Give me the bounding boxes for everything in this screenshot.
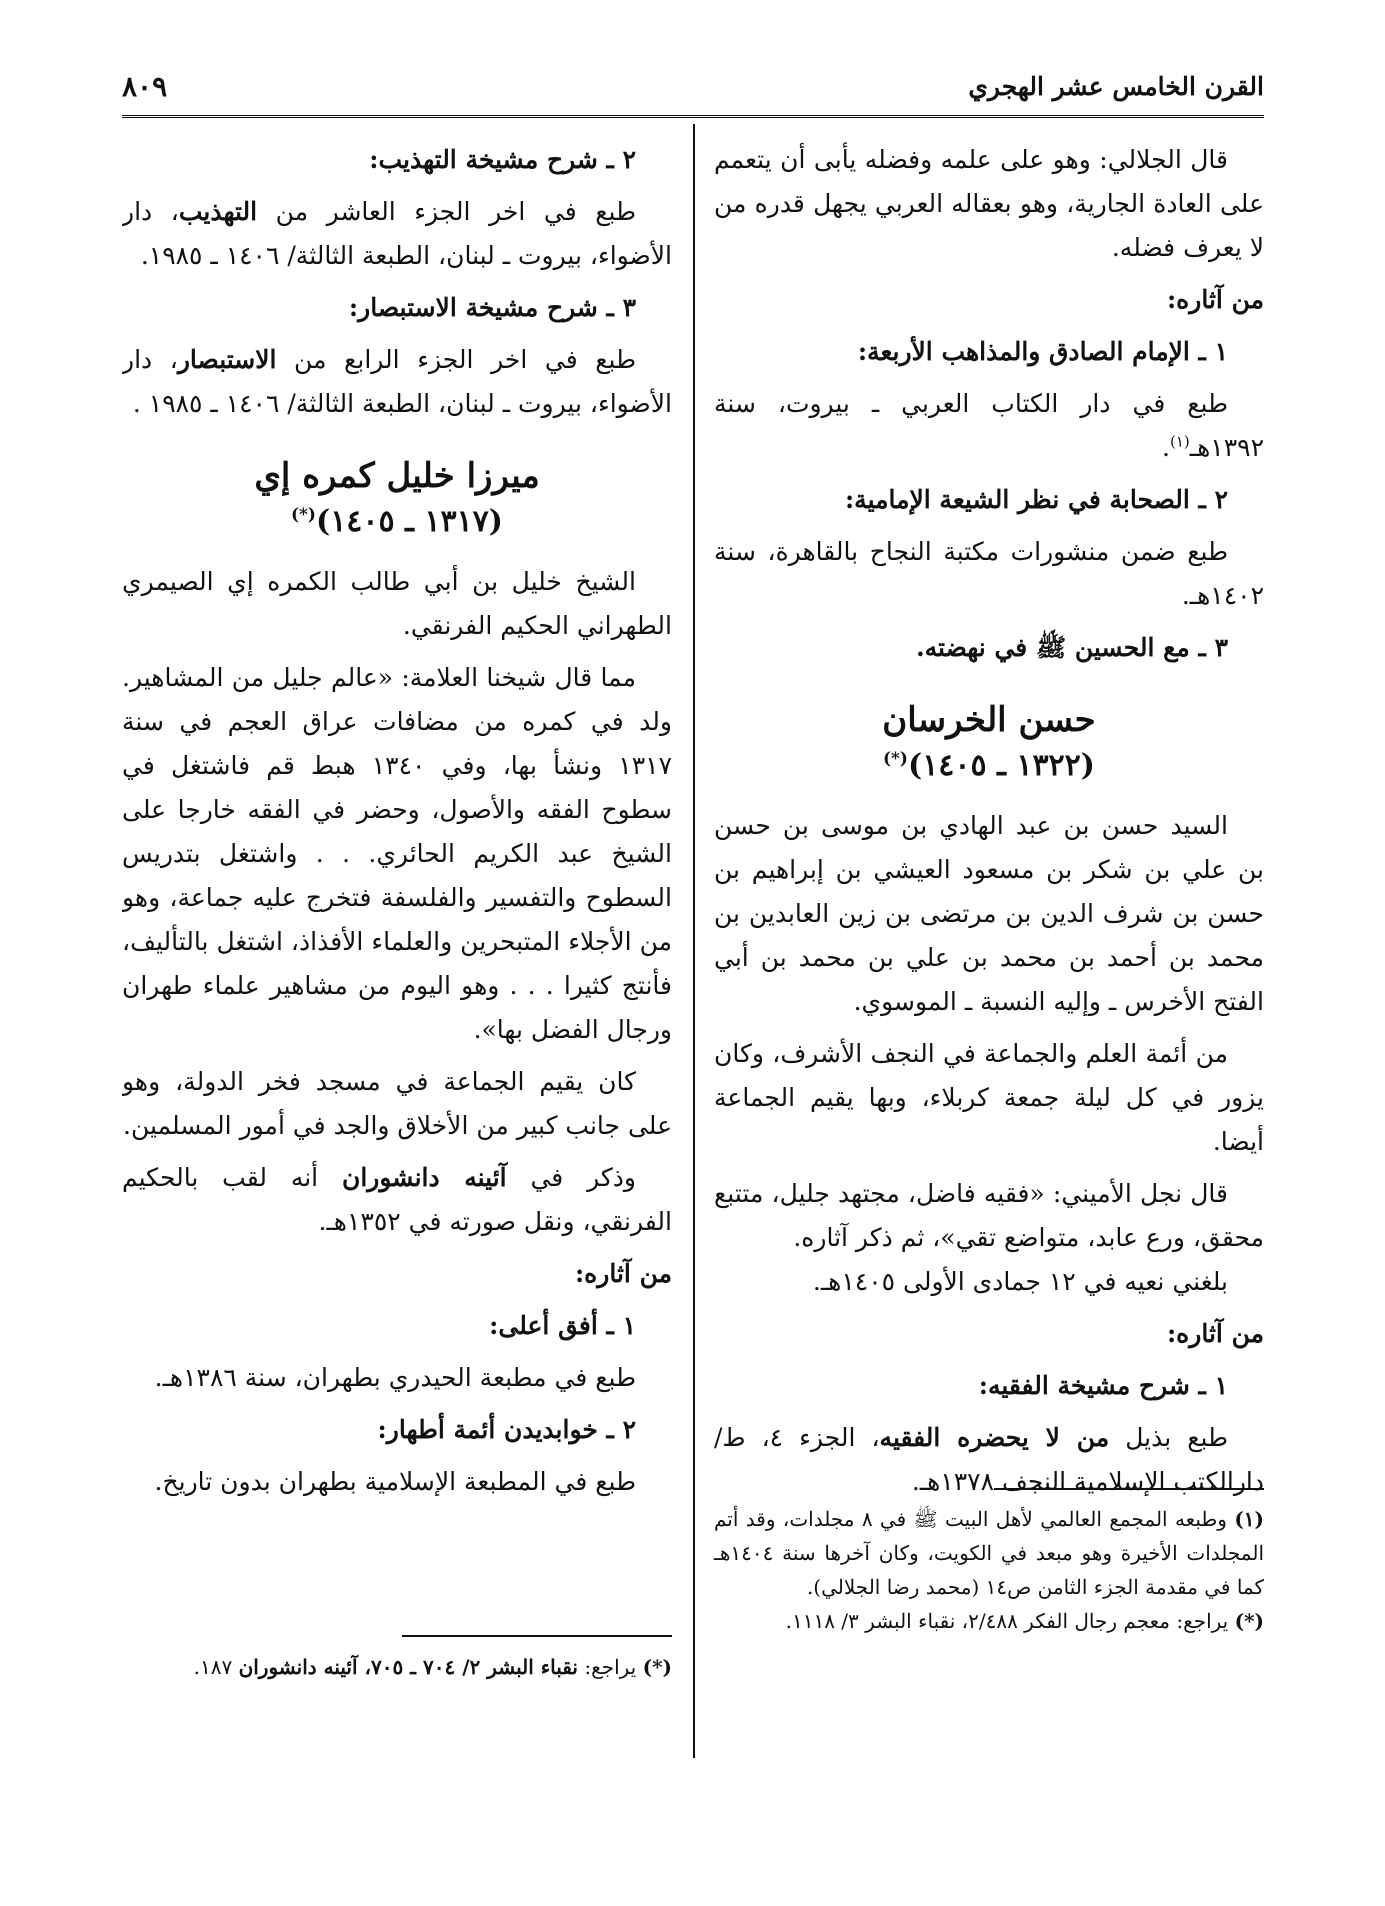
work-description [122, 190, 672, 278]
work-title: ٣ ـ شرح مشيخة الاستبصار: [348, 293, 636, 322]
header-rule [122, 115, 1264, 118]
text-run: ، دار الأضواء، بيروت ـ لبنان، الطبعة الثالثة/ ١٤٠٦ ـ ١٩٨٥ . [122, 345, 672, 418]
work-description: طبع في مطبعة الحيدري بطهران، سنة ١٣٨٦هـ. [154, 1363, 636, 1392]
footnote-text: وطبعه المجمع العالمي لأهل البيت ﷺ في ٨ مجلدات، وقد أتم المجلدات الأخيرة وهو مبعد في الكويت، وكان آخرها سنة ١٤٠٤هـ كما في مقدمة الجزء الثامن ص١٤ (محمد رضا الجلالي). [714, 1507, 1264, 1599]
text-run: ، دار الأضواء، بيروت ـ لبنان، الطبعة الثالثة/ ١٤٠٦ ـ ١٩٨٥. [122, 197, 672, 270]
biography-name: ميرزا خليل كمره إي [254, 456, 540, 496]
paragraph: قال نجل الأميني: «فقيه فاضل، مجتهد جليل، متتبع محقق، ورع عابد، متواضع تقي»، ثم ذكر آثاره. [714, 1179, 1264, 1252]
paragraph: السيد حسن بن عبد الهادي بن موسى بن حسن بن علي بن شكر بن مسعود العيشي بن إبراهيم بن حسن بن شرف الدين بن مرتضى بن زين العابدين بن محمد بن أحمد بن محمد بن علي بن محمد بن أبي الفتح الأخرس ـ وإليه النسبة ـ الموسوي. [714, 811, 1264, 1016]
footnote-rule [402, 1635, 672, 1637]
biography-years [122, 500, 672, 544]
work-description [714, 1416, 1264, 1504]
footnote-mark: (*) [1234, 1609, 1264, 1633]
footnote [122, 1650, 672, 1684]
book-title: التهذيب [178, 197, 258, 226]
footnote-mark: (١) [1234, 1507, 1264, 1531]
years-text: (١٣٢٢ ـ ١٤٠٥) [907, 748, 1095, 783]
footnote [714, 1502, 1264, 1604]
work-description: طبع في المطبعة الإسلامية بطهران بدون تاريخ. [154, 1467, 636, 1496]
left-column [122, 138, 672, 1658]
source-title: نقباء البشر ٢/ ٧٠٤ ـ ٧٠٥، آئينه دانشوران [238, 1655, 578, 1679]
source-mark: (*) [883, 749, 908, 769]
years-text: (١٣١٧ ـ ١٤٠٥) [315, 504, 503, 539]
text-run: طبع في اخر الجزء العاشر من [257, 197, 636, 226]
footnote-mark: (*) [642, 1655, 672, 1679]
page-header [122, 72, 1264, 108]
biography-years [714, 744, 1264, 788]
paragraph: بلغني نعيه في ١٢ جمادى الأولى ١٤٠٥هـ. [812, 1267, 1228, 1296]
footnote [714, 1604, 1264, 1638]
biography-name: حسن الخرسان [882, 700, 1096, 740]
paragraph: الشيخ خليل بن أبي طالب الكمره إي الصيمري الطهراني الحكيم الفرنقي. [122, 567, 672, 640]
text-run: أنه لقب بالحكيم الفرنقي، ونقل صورته في ١٣٥٢هـ. [122, 1163, 672, 1236]
page-number: ٨٠٩ [122, 70, 168, 103]
right-column [714, 138, 1264, 1658]
text-run: طبع في اخر الجزء الرابع من [276, 345, 636, 374]
work-title: ٢ ـ شرح مشيخة التهذيب: [369, 145, 636, 174]
works-heading: من آثاره: [1166, 1319, 1264, 1348]
column-divider [693, 124, 695, 1758]
right-footnotes [714, 1502, 1264, 1638]
left-footnotes [122, 1650, 672, 1684]
work-description: طبع ضمن منشورات مكتبة النجاح بالقاهرة، سنة ١٤٠٢هـ. [714, 537, 1264, 610]
paragraph: كان يقيم الجماعة في مسجد فخر الدولة، وهو على جانب كبير من الأخلاق والجد في أمور المسلمين. [122, 1067, 672, 1140]
work-title: ٣ ـ مع الحسين ﷺ في نهضته. [915, 633, 1228, 662]
work-description [122, 338, 672, 426]
footnote-ref: (١) [1169, 432, 1190, 451]
text-run: ١٨٧. [193, 1655, 239, 1679]
paragraph: قال الجلالي: وهو على علمه وفضله يأبى أن يتعمم على العادة الجارية، وهو بعقاله العربي يجهل قدره من لا يعرف فضله. [714, 145, 1264, 262]
work-title: ٢ ـ خوابديدن أئمة أطهار: [377, 1415, 636, 1444]
work-title: ١ ـ الإمام الصادق والمذاهب الأربعة: [857, 337, 1228, 366]
work-text: طبع في دار الكتاب العربي ـ بيروت، سنة ١٣٩٢هـ [714, 389, 1264, 462]
book-title: آئينه دانشوران [341, 1163, 507, 1192]
paragraph: من أئمة العلم والجماعة في النجف الأشرف، وكان يزور في كل ليلة جمعة كربلاء، وبها يقيم الجماعة أيضا. [714, 1039, 1264, 1156]
text-run: وذكر في [506, 1163, 637, 1192]
book-title: من لا يحضره الفقيه [879, 1423, 1110, 1452]
footnote-rule [994, 1488, 1264, 1490]
paragraph: مما قال شيخنا العلامة: «عالم جليل من المشاهير. ولد في كمره من مضافات عراق العجم في سنة ١٣١٧ ونشأ بها، وفي ١٣٤٠ هبط قم فاشتغل في سطوح الفقه والأصول، وحضر في الفقه خارجا على الشيخ عبد الكريم الحائري. . . واشتغل بتدريس السطوح والتفسير والفلسفة فتخرج عليه جماعة، وهو من الأجلاء المتبحرين والعلماء الأفذاذ، اشتغل بالتأليف، فأنتج كثيرا . . . وهو اليوم من مشاهير علماء طهران ورجال الفضل بها». [122, 663, 672, 1044]
work-title: ١ ـ شرح مشيخة الفقيه: [978, 1371, 1228, 1400]
text-run: طبع بذيل [1109, 1423, 1228, 1452]
period: . [1162, 433, 1170, 462]
work-title: ١ ـ أفق أعلى: [489, 1311, 636, 1340]
works-heading: من آثاره: [574, 1259, 672, 1288]
work-description [714, 382, 1264, 470]
text-run: ، الجزء ٤، ط/ دارالكتب الإسلامية النجف ١٣٧٨هـ. [714, 1423, 1264, 1496]
book-title: الاستبصار [177, 345, 277, 374]
running-title: القرن الخامس عشر الهجري [968, 72, 1264, 101]
footnote-text: يراجع: معجم رجال الفكر ٢/٤٨٨، نقباء البشر ٣/ ١١١٨. [785, 1609, 1229, 1633]
text-run: يراجع: [577, 1655, 637, 1679]
source-mark: (*) [291, 505, 316, 525]
works-heading: من آثاره: [1166, 285, 1264, 314]
paragraph [122, 1156, 672, 1244]
work-title: ٢ ـ الصحابة في نظر الشيعة الإمامية: [844, 485, 1228, 514]
